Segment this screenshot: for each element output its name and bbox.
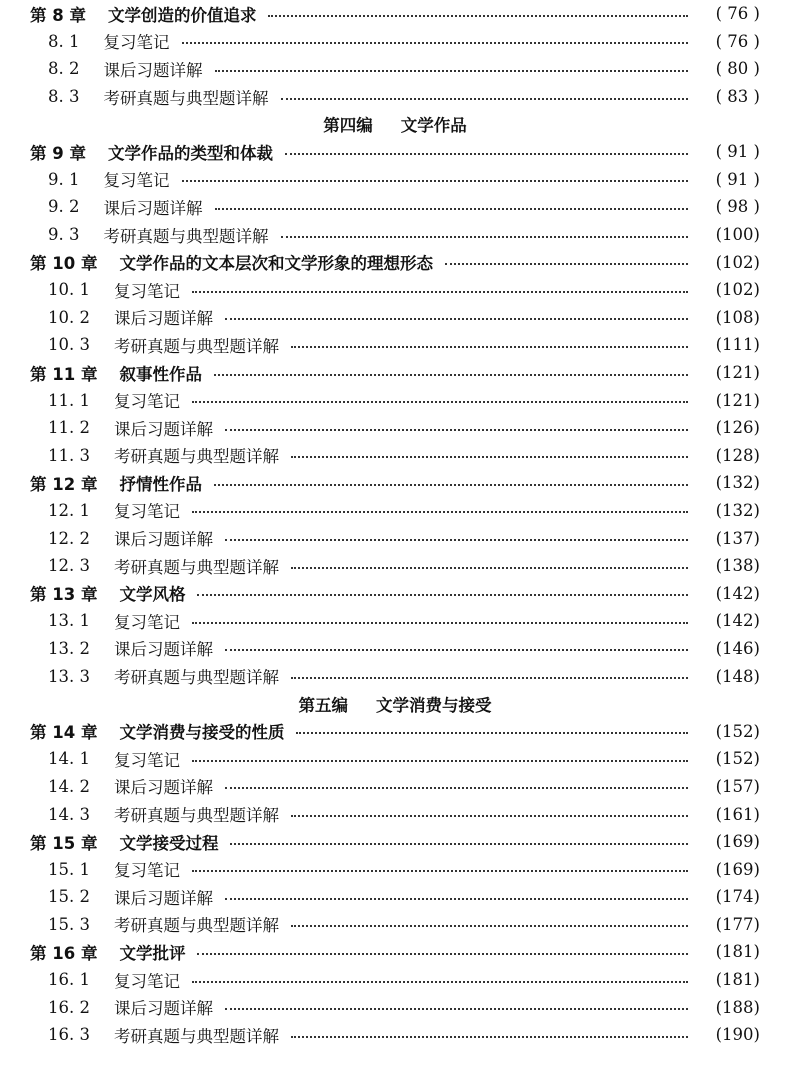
toc-section-entry[interactable] (0, 745, 790, 773)
section-title: 复习笔记 (113, 612, 180, 632)
section-title: 考研真题与典型题详解 (113, 557, 279, 577)
section-number: 13. 1 (48, 611, 90, 631)
toc-section-entry[interactable] (0, 883, 790, 911)
toc-part-heading (0, 110, 790, 138)
section-number: 12. 2 (48, 528, 90, 548)
dot-leader (281, 98, 689, 100)
section-title: 复习笔记 (113, 750, 180, 770)
dot-leader (225, 787, 688, 789)
section-title: 考研真题与典型题详解 (113, 1026, 279, 1046)
section-number: 15. 3 (48, 914, 90, 934)
section-title: 复习笔记 (103, 171, 170, 191)
page-number: ( 76 ) (715, 31, 760, 51)
chapter-number: 第 15 章 (30, 833, 98, 853)
section-number: 8. 2 (48, 59, 80, 79)
dot-leader (192, 981, 688, 983)
toc-section-entry[interactable] (0, 331, 790, 359)
part-number: 第五编 (298, 695, 348, 715)
toc-chapter-entry[interactable] (0, 828, 790, 856)
dot-leader (291, 1036, 688, 1038)
toc-chapter-entry[interactable] (0, 579, 790, 607)
section-title: 课后习题详解 (113, 419, 213, 439)
toc-section-entry[interactable] (0, 855, 790, 883)
section-number: 12. 1 (48, 500, 90, 520)
section-title: 复习笔记 (113, 861, 180, 881)
toc-section-entry[interactable] (0, 966, 790, 994)
dot-leader (192, 291, 688, 293)
section-title: 考研真题与典型题详解 (103, 226, 269, 246)
section-number: 10. 1 (48, 280, 90, 300)
dot-leader (225, 318, 688, 320)
page-number: (181) (715, 942, 760, 962)
page-number: (111) (715, 335, 760, 355)
toc-section-entry[interactable] (0, 993, 790, 1021)
dot-leader (230, 843, 688, 845)
chapter-title: 文学消费与接受的性质 (119, 723, 285, 743)
toc-section-entry[interactable] (0, 524, 790, 552)
toc-chapter-entry[interactable] (0, 717, 790, 745)
dot-leader (291, 346, 688, 348)
section-title: 课后习题详解 (103, 198, 203, 218)
chapter-number: 第 8 章 (30, 5, 86, 25)
chapter-number: 第 14 章 (30, 723, 98, 743)
chapter-title: 文学作品的类型和体裁 (107, 143, 273, 163)
section-title: 课后习题详解 (113, 999, 213, 1019)
toc-section-entry[interactable] (0, 442, 790, 470)
page-number: (181) (715, 970, 760, 990)
page-number: (100) (715, 225, 760, 245)
toc-section-entry[interactable] (0, 304, 790, 332)
section-title: 考研真题与典型题详解 (103, 88, 269, 108)
dot-leader (192, 870, 688, 872)
section-number: 13. 3 (48, 666, 90, 686)
page-number: (138) (715, 556, 760, 576)
toc-section-entry[interactable] (0, 607, 790, 635)
dot-leader (296, 732, 688, 734)
dot-leader (281, 236, 689, 238)
page-number: (108) (715, 307, 760, 327)
page-number: (142) (715, 583, 760, 603)
section-title: 考研真题与典型题详解 (113, 447, 279, 467)
toc-section-entry[interactable] (0, 28, 790, 56)
page-number: (102) (715, 280, 760, 300)
dot-leader (182, 42, 689, 44)
page-number: (132) (715, 500, 760, 520)
section-title: 课后习题详解 (103, 60, 203, 80)
toc-chapter-entry[interactable] (0, 359, 790, 387)
page-number: (128) (715, 445, 760, 465)
page-number: (190) (715, 1025, 760, 1045)
page-number: ( 83 ) (715, 87, 760, 107)
toc-section-entry[interactable] (0, 662, 790, 690)
page-number: (102) (715, 252, 760, 272)
page-number: (148) (715, 666, 760, 686)
dot-leader (214, 374, 688, 376)
chapter-title: 文学批评 (119, 943, 186, 963)
section-number: 15. 1 (48, 859, 90, 879)
chapter-title: 抒情性作品 (119, 474, 202, 494)
section-number: 15. 2 (48, 887, 90, 907)
toc-chapter-entry[interactable] (0, 0, 790, 28)
section-number: 9. 3 (48, 225, 80, 245)
page-number: (188) (715, 997, 760, 1017)
toc-section-entry[interactable] (0, 773, 790, 801)
chapter-title: 文学接受过程 (119, 833, 219, 853)
chapter-number: 第 10 章 (30, 254, 98, 274)
dot-leader (192, 622, 688, 624)
section-title: 课后习题详解 (113, 778, 213, 798)
chapter-title: 叙事性作品 (119, 364, 202, 384)
section-title: 课后习题详解 (113, 309, 213, 329)
chapter-number: 第 13 章 (30, 585, 98, 605)
section-number: 16. 2 (48, 997, 90, 1017)
toc-section-entry[interactable] (0, 83, 790, 111)
toc-chapter-entry[interactable] (0, 138, 790, 166)
page-number: (132) (715, 473, 760, 493)
page-number: (137) (715, 528, 760, 548)
dot-leader (214, 484, 688, 486)
section-number: 11. 1 (48, 390, 90, 410)
toc-section-entry[interactable] (0, 911, 790, 939)
section-title: 课后习题详解 (113, 640, 213, 660)
chapter-number: 第 9 章 (30, 143, 86, 163)
page-number: (126) (715, 418, 760, 438)
dot-leader (197, 953, 688, 955)
page-number: ( 80 ) (715, 59, 760, 79)
section-number: 9. 2 (48, 197, 80, 217)
page-number: (177) (715, 914, 760, 934)
part-title: 文学消费与接受 (376, 695, 492, 715)
chapter-number: 第 12 章 (30, 474, 98, 494)
dot-leader (192, 760, 688, 762)
page-number: (152) (715, 721, 760, 741)
toc-section-entry[interactable] (0, 221, 790, 249)
section-title: 复习笔记 (113, 281, 180, 301)
section-title: 复习笔记 (103, 33, 170, 53)
section-number: 8. 1 (48, 31, 80, 51)
dot-leader (225, 1008, 688, 1010)
toc-section-entry[interactable] (0, 552, 790, 580)
part-number: 第四编 (323, 116, 373, 136)
dot-leader (192, 401, 688, 403)
section-title: 课后习题详解 (113, 530, 213, 550)
toc-section-entry[interactable] (0, 1021, 790, 1049)
part-title: 文学作品 (400, 116, 467, 136)
section-number: 16. 3 (48, 1025, 90, 1045)
section-number: 14. 1 (48, 749, 90, 769)
dot-leader (268, 15, 688, 17)
toc-section-entry[interactable] (0, 55, 790, 83)
page-number: (121) (715, 390, 760, 410)
section-title: 考研真题与典型题详解 (113, 806, 279, 826)
toc-chapter-entry[interactable] (0, 938, 790, 966)
dot-leader (225, 649, 688, 651)
section-number: 13. 2 (48, 638, 90, 658)
chapter-title: 文学作品的文本层次和文学形象的理想形态 (119, 254, 433, 274)
page-number: (142) (715, 611, 760, 631)
dot-leader (445, 263, 688, 265)
page-number: (169) (715, 859, 760, 879)
toc-section-entry[interactable] (0, 276, 790, 304)
section-number: 10. 3 (48, 335, 90, 355)
chapter-title: 文学创造的价值追求 (107, 5, 257, 25)
page-number: ( 76 ) (715, 4, 760, 24)
section-number: 11. 2 (48, 418, 90, 438)
dot-leader (197, 594, 688, 596)
section-title: 复习笔记 (113, 971, 180, 991)
page-number: (157) (715, 776, 760, 796)
section-title: 考研真题与典型题详解 (113, 916, 279, 936)
section-number: 8. 3 (48, 87, 80, 107)
toc-section-entry[interactable] (0, 386, 790, 414)
toc-section-entry[interactable] (0, 414, 790, 442)
page-number: (169) (715, 832, 760, 852)
dot-leader (291, 677, 688, 679)
section-number: 14. 2 (48, 776, 90, 796)
toc-section-entry[interactable] (0, 166, 790, 194)
section-title: 复习笔记 (113, 502, 180, 522)
dot-leader (192, 511, 688, 513)
section-number: 16. 1 (48, 970, 90, 990)
section-number: 9. 1 (48, 169, 80, 189)
dot-leader (291, 567, 688, 569)
page-number: ( 91 ) (715, 169, 760, 189)
dot-leader (225, 898, 688, 900)
page-number: (152) (715, 749, 760, 769)
section-title: 复习笔记 (113, 392, 180, 412)
dot-leader (225, 539, 688, 541)
dot-leader (182, 180, 689, 182)
section-number: 14. 3 (48, 804, 90, 824)
dot-leader (225, 429, 688, 431)
toc-chapter-entry[interactable] (0, 248, 790, 276)
dot-leader (291, 925, 688, 927)
toc-section-entry[interactable] (0, 635, 790, 663)
page-number: (174) (715, 887, 760, 907)
section-number: 12. 3 (48, 556, 90, 576)
section-title: 考研真题与典型题详解 (113, 336, 279, 356)
page-number: (121) (715, 363, 760, 383)
chapter-number: 第 11 章 (30, 364, 98, 384)
toc-part-heading (0, 690, 790, 718)
section-title: 课后习题详解 (113, 888, 213, 908)
dot-leader (215, 70, 689, 72)
section-title: 考研真题与典型题详解 (113, 668, 279, 688)
toc-section-entry[interactable] (0, 193, 790, 221)
section-number: 10. 2 (48, 307, 90, 327)
dot-leader (291, 815, 688, 817)
toc-section-entry[interactable] (0, 497, 790, 525)
dot-leader (285, 153, 688, 155)
dot-leader (291, 456, 688, 458)
section-number: 11. 3 (48, 445, 90, 465)
page-number: (161) (715, 804, 760, 824)
chapter-title: 文学风格 (119, 585, 186, 605)
page-number: ( 91 ) (715, 142, 760, 162)
toc-section-entry[interactable] (0, 800, 790, 828)
page-number: ( 98 ) (715, 197, 760, 217)
chapter-number: 第 16 章 (30, 943, 98, 963)
page-number: (146) (715, 638, 760, 658)
dot-leader (215, 208, 689, 210)
toc-chapter-entry[interactable] (0, 469, 790, 497)
